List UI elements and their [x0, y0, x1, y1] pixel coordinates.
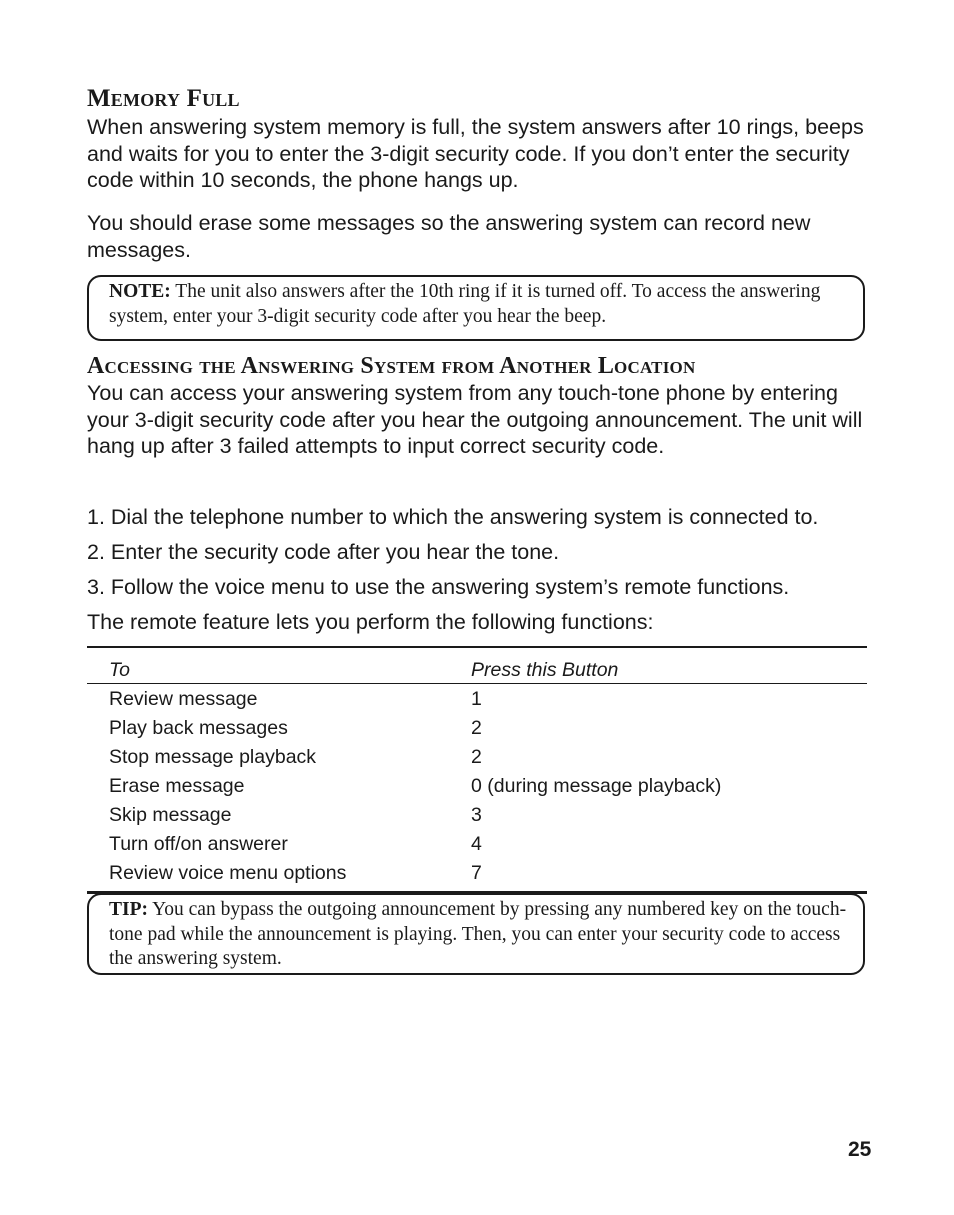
table-header-row	[87, 648, 867, 684]
table-cell-function: Review message	[109, 687, 258, 710]
table-cell-function: Erase message	[109, 774, 245, 797]
section-heading-memory-full: Memory Full	[87, 85, 240, 112]
table-row	[87, 684, 867, 713]
table-cell-button: 2	[471, 745, 482, 768]
table-cell-function: Play back messages	[109, 716, 288, 739]
table-cell-button: 1	[471, 687, 482, 710]
table-row	[87, 800, 867, 829]
table-cell-button: 2	[471, 716, 482, 739]
tip-label: TIP:	[109, 899, 148, 920]
step-item: 3. Follow the voice menu to use the answering system’s remote functions.	[87, 575, 790, 599]
page-number: 25	[848, 1138, 872, 1161]
table-cell-button: 3	[471, 803, 482, 826]
table-row	[87, 713, 867, 742]
table-cell-function: Stop message playback	[109, 745, 317, 768]
table-row	[87, 829, 867, 858]
table-cell-function: Review voice menu options	[109, 861, 347, 884]
tip-box	[87, 893, 865, 975]
table-header-to: To	[109, 659, 130, 681]
step-item: 2. Enter the security code after you hear the tone.	[87, 540, 560, 564]
table-header-button: Press this Button	[471, 659, 619, 681]
section-heading-remote-access: Accessing the Answering System from Another Location	[87, 353, 696, 379]
table-cell-function: Skip message	[109, 803, 232, 826]
memory-full-paragraph: When answering system memory is full, the system answers after 10 rings, beeps and waits for you to enter the 3-digit security code. If you don’t enter the security code within 10 seconds, the phone hangs up.	[87, 115, 864, 192]
erase-messages-paragraph: You should erase some messages so the answering system can record new messages.	[87, 211, 811, 262]
table-row	[87, 742, 867, 771]
functions-intro: The remote feature lets you perform the following functions:	[87, 610, 654, 634]
table-row	[87, 858, 867, 887]
note-box	[87, 275, 865, 341]
step-item: 1. Dial the telephone number to which the answering system is connected to.	[87, 505, 819, 529]
remote-access-steps	[87, 504, 877, 609]
note-label: NOTE:	[109, 281, 171, 302]
table-cell-function: Turn off/on answerer	[109, 832, 288, 855]
table-body	[87, 684, 867, 891]
note-text: The unit also answers after the 10th ring if it is turned off. To access the answering system, enter your 3-digit security code after you hear the beep.	[109, 281, 821, 327]
table-cell-button: 7	[471, 861, 482, 884]
table-row	[87, 771, 867, 800]
remote-access-paragraph: You can access your answering system from any touch-tone phone by entering your 3-digit security code after you hear the outgoing announcement. The unit will hang up after 3 failed attempts to input correct security code.	[87, 381, 863, 458]
table-cell-button: 4	[471, 832, 482, 855]
tip-text: You can bypass the outgoing announcement by pressing any numbered key on the touch-tone pad while the announcement is playing. Then, you can enter your security code to access the answering system.	[109, 899, 847, 969]
remote-functions-table	[87, 646, 867, 894]
table-cell-button: 0 (during message playback)	[471, 774, 722, 797]
